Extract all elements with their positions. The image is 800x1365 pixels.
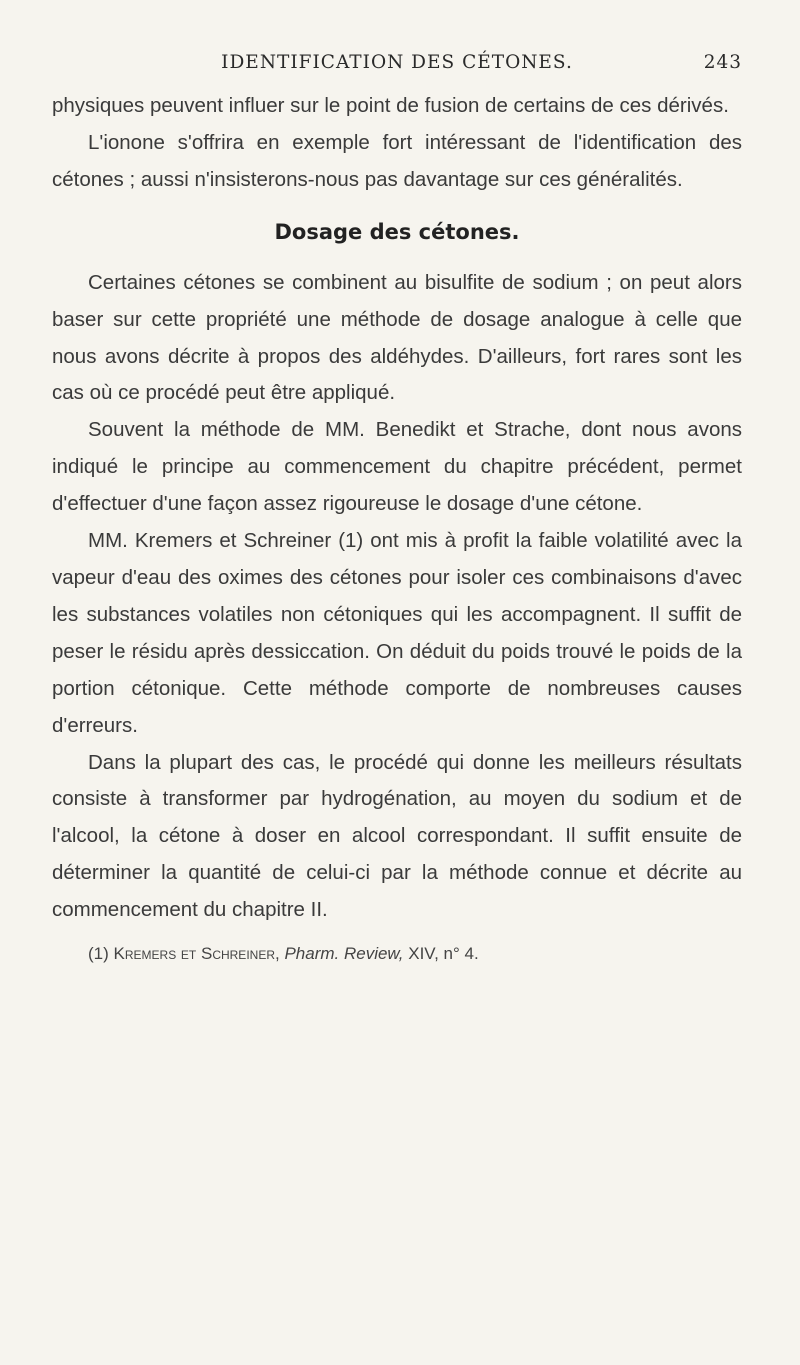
page-number: 243 (703, 52, 742, 73)
footnote-authors: Kremers et Schreiner, (113, 944, 280, 964)
book-page (52, 52, 742, 967)
footnote-journal: Pharm. Review, (284, 944, 404, 964)
paragraph-bisulfite: Certaines cétones se combinent au bisulfite de sodium ; on peut alors baser sur cette propriété une méthode de dosage analogue à celle que nous avons décrite à propos des aldéhydes. D'ailleurs, fort rares sont les cas où ce procédé peut être appliqué. (52, 270, 742, 405)
running-head (52, 52, 742, 78)
section-title: Dosage des cétones. (274, 219, 520, 244)
running-head-title: IDENTIFICATION DES CÉTONES. (221, 52, 573, 73)
footnote (52, 941, 742, 967)
body-text (52, 88, 742, 929)
footnote-marker: (1) (88, 944, 109, 964)
paragraph-continued: physiques peuvent influer sur le point de fusion de certains de ces dérivés. (52, 94, 729, 117)
paragraph-benedikt-strache: Souvent la méthode de MM. Benedikt et Strache, dont nous avons indiqué le principe au commencement du chapitre précédent, permet d'effectuer d'une façon assez rigoureuse le dosage d'une cétone. (52, 418, 742, 516)
paragraph-hydrogenation: Dans la plupart des cas, le procédé qui donne les meilleurs résultats consiste à transformer par hydrogénation, au moyen du sodium et de l'alcool, la cétone à doser en alcool correspondant. Il suffit ensuite de déterminer la quantité de celui-ci par la méthode connue et décrite au commencement du chapitre II. (52, 750, 742, 922)
paragraph-ionone: L'ionone s'offrira en exemple fort intéressant de l'identification des cétones ; aussi n'insisterons-nous pas davantage sur ces généralités. (52, 130, 742, 191)
paragraph-kremers-schreiner: MM. Kremers et Schreiner (1) ont mis à profit la faible volatilité avec la vapeur d'eau des oximes des cétones pour isoler ces combinaisons d'avec les substances volatiles non cétoniques qui les accompagnent. Il suffit de peser le résidu après dessiccation. On déduit du poids trouvé le poids de la portion cétonique. Cette méthode comporte de nombreuses causes d'erreurs. (52, 529, 742, 737)
footnote-reference: XIV, n° 4. (408, 944, 479, 964)
